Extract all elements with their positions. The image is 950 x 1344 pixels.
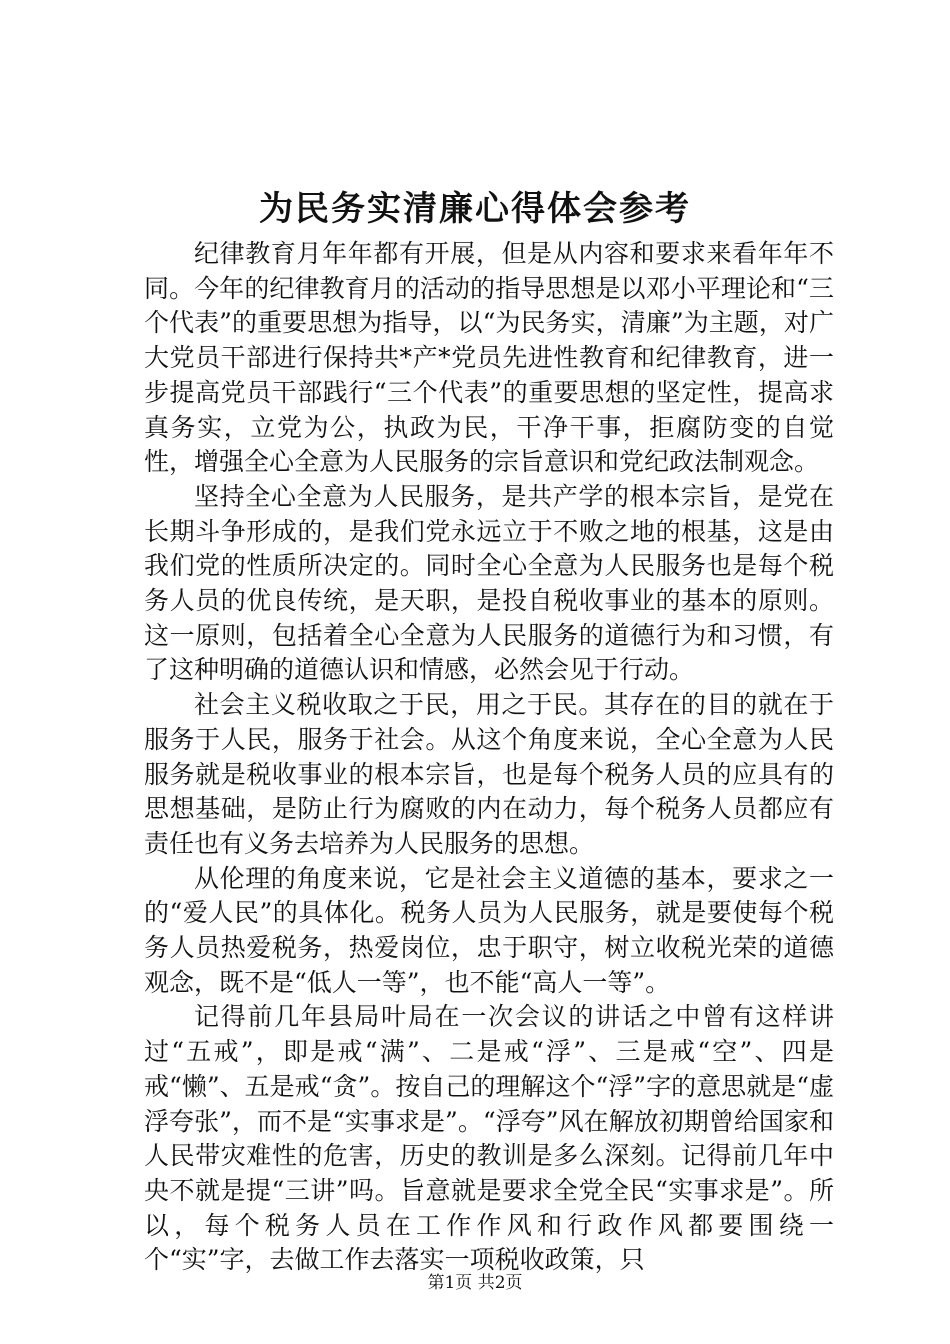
paragraph-4: 从伦理的角度来说，它是社会主义道德的基本，要求之一的“爱人民”的具体化。税务人员为人民服务，就是要使每个税务人员热爱税务，热爱岗位，忠于职守，树立收税光荣的道德观念，既不是“低人一等”，也不能“高人一等”。 xyxy=(144,863,834,997)
page-footer: 第1页 共2页 xyxy=(427,1273,523,1293)
paragraph-2: 坚持全心全意为人民服务，是共产学的根本宗旨，是党在长期斗争形成的，是我们党永远立于不败之地的根基，这是由我们党的性质所决定的。同时全心全意为人民服务也是每个税务人员的优良传统，是天职，是投自税收事业的基本的原则。这一原则，包括着全心全意为人民服务的道德行为和习惯，有了这种明确的道德认识和情感，必然会见于行动。 xyxy=(144,481,834,685)
paragraph-3: 社会主义税收取之于民，用之于民。其存在的目的就在于服务于人民，服务于社会。从这个角度来说，全心全意为人民服务就是税收事业的根本宗旨，也是每个税务人员的应具有的思想基础，是防止行为腐败的内在动力，每个税务人员都应有责任也有义务去培养为人民服务的思想。 xyxy=(144,690,834,858)
document-body xyxy=(144,237,834,1278)
document-title: 为民务实清廉心得体会参考 xyxy=(259,189,691,229)
paragraph-5: 记得前几年县局叶局在一次会议的讲话之中曾有这样讲过“五戒”，即是戒“满”、二是戒“浮”、三是戒“空”、四是戒“懒”、五是戒“贪”。按自己的理解这个“浮”字的意思就是“虚浮夸张”，而不是“实事求是”。“浮夸”风在解放初期曾给国家和人民带灾难性的危害，历史的教训是多么深刻。记得前几年中央不就是提“三讲”吗。旨意就是要求全党全民“实事求是”。所以，每个税务人员在工作作风和行政作风都要围绕一个“实”字，去做工作去落实一项税收政策，只 xyxy=(144,1002,834,1275)
paragraph-1: 纪律教育月年年都有开展，但是从内容和要求来看年年不同。今年的纪律教育月的活动的指导思想是以邓小平理论和“三个代表”的重要思想为指导，以“为民务实，清廉”为主题，对广大党员干部进行保持共*产*党员先进性教育和纪律教育，进一步提高党员干部践行“三个代表”的重要思想的坚定性，提高求真务实，立党为公，执政为民，干净干事，拒腐防变的自觉性，增强全心全意为人民服务的宗旨意识和党纪政法制观念。 xyxy=(144,239,834,477)
